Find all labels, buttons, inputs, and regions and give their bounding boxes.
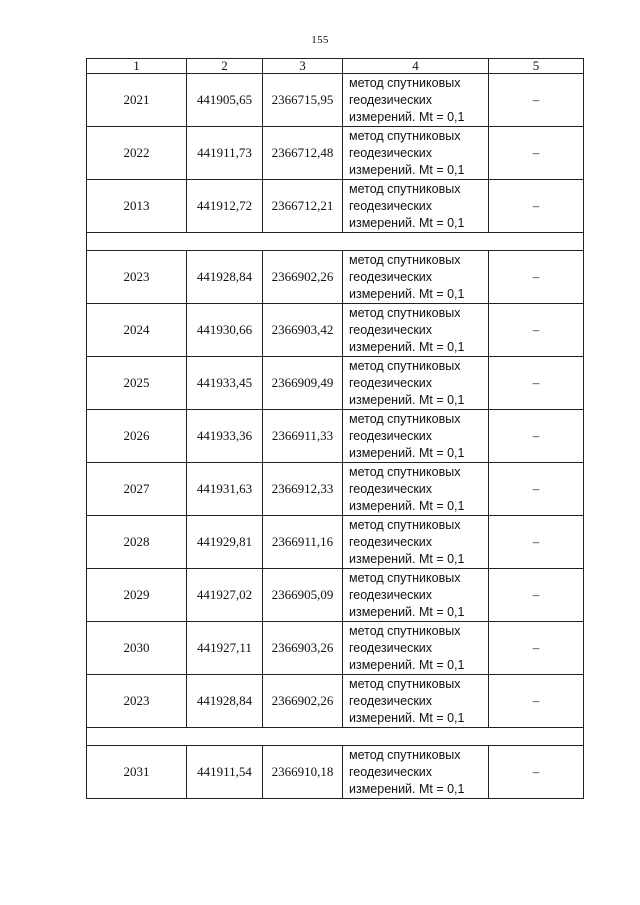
note-cell: – — [489, 410, 584, 463]
coordinates-table-container — [86, 58, 583, 799]
method-cell — [343, 463, 489, 516]
column-header: 2 — [187, 59, 263, 74]
note-cell: – — [489, 180, 584, 233]
note-cell: – — [489, 304, 584, 357]
point-number-cell: 2025 — [87, 357, 187, 410]
y-coordinate-cell: 2366905,09 — [263, 569, 343, 622]
method-line: измерений. Mt = 0,1 — [349, 710, 465, 725]
note-cell: – — [489, 569, 584, 622]
method-line: метод спутниковых — [349, 464, 461, 479]
method-line: геодезических — [349, 375, 433, 390]
method-line: геодезических — [349, 145, 433, 160]
column-header: 4 — [343, 59, 489, 74]
method-line: метод спутниковых — [349, 517, 461, 532]
method-line: геодезических — [349, 764, 433, 779]
x-coordinate-cell: 441911,73 — [187, 127, 263, 180]
method-line: геодезических — [349, 92, 433, 107]
x-coordinate-cell: 441930,66 — [187, 304, 263, 357]
separator-cell — [87, 728, 584, 746]
table-body — [87, 74, 584, 799]
table-row — [87, 74, 584, 127]
method-line: геодезических — [349, 587, 433, 602]
method-line: метод спутниковых — [349, 570, 461, 585]
point-number-cell: 2013 — [87, 180, 187, 233]
method-line: геодезических — [349, 322, 433, 337]
point-number-cell: 2023 — [87, 251, 187, 304]
page-number: 155 — [311, 34, 329, 46]
y-coordinate-cell: 2366712,48 — [263, 127, 343, 180]
y-coordinate-cell: 2366911,16 — [263, 516, 343, 569]
note-cell: – — [489, 74, 584, 127]
table-separator-row — [87, 233, 584, 251]
table-row — [87, 675, 584, 728]
method-line: метод спутниковых — [349, 75, 461, 90]
y-coordinate-cell: 2366909,49 — [263, 357, 343, 410]
note-cell: – — [489, 622, 584, 675]
method-line: измерений. Mt = 0,1 — [349, 109, 465, 124]
table-row — [87, 746, 584, 799]
method-cell — [343, 746, 489, 799]
method-line: геодезических — [349, 198, 433, 213]
point-number-cell: 2028 — [87, 516, 187, 569]
coordinates-table — [86, 58, 584, 799]
method-cell — [343, 180, 489, 233]
method-cell — [343, 622, 489, 675]
method-line: геодезических — [349, 534, 433, 549]
note-cell: – — [489, 251, 584, 304]
method-line: метод спутниковых — [349, 676, 461, 691]
point-number-cell: 2026 — [87, 410, 187, 463]
method-line: измерений. Mt = 0,1 — [349, 781, 465, 796]
y-coordinate-cell: 2366903,42 — [263, 304, 343, 357]
x-coordinate-cell: 441933,36 — [187, 410, 263, 463]
x-coordinate-cell: 441928,84 — [187, 251, 263, 304]
method-line: метод спутниковых — [349, 305, 461, 320]
y-coordinate-cell: 2366911,33 — [263, 410, 343, 463]
table-separator-row — [87, 728, 584, 746]
method-line: измерений. Mt = 0,1 — [349, 657, 465, 672]
method-cell — [343, 74, 489, 127]
method-line: измерений. Mt = 0,1 — [349, 445, 465, 460]
method-line: измерений. Mt = 0,1 — [349, 392, 465, 407]
y-coordinate-cell: 2366715,95 — [263, 74, 343, 127]
x-coordinate-cell: 441905,65 — [187, 74, 263, 127]
point-number-cell: 2029 — [87, 569, 187, 622]
x-coordinate-cell: 441931,63 — [187, 463, 263, 516]
method-line: измерений. Mt = 0,1 — [349, 604, 465, 619]
point-number-cell: 2022 — [87, 127, 187, 180]
method-line: метод спутниковых — [349, 747, 461, 762]
x-coordinate-cell: 441927,11 — [187, 622, 263, 675]
method-cell — [343, 357, 489, 410]
method-line: метод спутниковых — [349, 358, 461, 373]
point-number-cell: 2021 — [87, 74, 187, 127]
table-row — [87, 569, 584, 622]
note-cell: – — [489, 675, 584, 728]
point-number-cell: 2024 — [87, 304, 187, 357]
table-row — [87, 357, 584, 410]
method-cell — [343, 127, 489, 180]
note-cell: – — [489, 516, 584, 569]
x-coordinate-cell: 441929,81 — [187, 516, 263, 569]
table-row — [87, 463, 584, 516]
column-header: 3 — [263, 59, 343, 74]
table-row — [87, 251, 584, 304]
x-coordinate-cell: 441927,02 — [187, 569, 263, 622]
y-coordinate-cell: 2366910,18 — [263, 746, 343, 799]
method-line: измерений. Mt = 0,1 — [349, 551, 465, 566]
method-cell — [343, 410, 489, 463]
y-coordinate-cell: 2366903,26 — [263, 622, 343, 675]
method-line: метод спутниковых — [349, 411, 461, 426]
method-line: измерений. Mt = 0,1 — [349, 162, 465, 177]
method-cell — [343, 251, 489, 304]
y-coordinate-cell: 2366912,33 — [263, 463, 343, 516]
point-number-cell: 2023 — [87, 675, 187, 728]
method-cell — [343, 675, 489, 728]
y-coordinate-cell: 2366902,26 — [263, 251, 343, 304]
note-cell: – — [489, 357, 584, 410]
method-cell — [343, 516, 489, 569]
method-line: метод спутниковых — [349, 623, 461, 638]
table-row — [87, 180, 584, 233]
note-cell: – — [489, 463, 584, 516]
method-line: измерений. Mt = 0,1 — [349, 339, 465, 354]
table-row — [87, 516, 584, 569]
method-line: геодезических — [349, 693, 433, 708]
method-line: метод спутниковых — [349, 252, 461, 267]
point-number-cell: 2027 — [87, 463, 187, 516]
method-line: измерений. Mt = 0,1 — [349, 286, 465, 301]
method-line: геодезических — [349, 481, 433, 496]
x-coordinate-cell: 441928,84 — [187, 675, 263, 728]
table-row — [87, 304, 584, 357]
x-coordinate-cell: 441912,72 — [187, 180, 263, 233]
method-line: метод спутниковых — [349, 128, 461, 143]
separator-cell — [87, 233, 584, 251]
method-line: измерений. Mt = 0,1 — [349, 498, 465, 513]
table-row — [87, 410, 584, 463]
y-coordinate-cell: 2366902,26 — [263, 675, 343, 728]
method-line: геодезических — [349, 428, 433, 443]
column-header: 5 — [489, 59, 584, 74]
note-cell: – — [489, 746, 584, 799]
y-coordinate-cell: 2366712,21 — [263, 180, 343, 233]
method-line: геодезических — [349, 640, 433, 655]
x-coordinate-cell: 441933,45 — [187, 357, 263, 410]
table-row — [87, 127, 584, 180]
table-header-row — [87, 59, 584, 74]
point-number-cell: 2031 — [87, 746, 187, 799]
method-line: геодезических — [349, 269, 433, 284]
column-header: 1 — [87, 59, 187, 74]
method-line: метод спутниковых — [349, 181, 461, 196]
point-number-cell: 2030 — [87, 622, 187, 675]
x-coordinate-cell: 441911,54 — [187, 746, 263, 799]
method-line: измерений. Mt = 0,1 — [349, 215, 465, 230]
note-cell: – — [489, 127, 584, 180]
method-cell — [343, 304, 489, 357]
table-row — [87, 622, 584, 675]
method-cell — [343, 569, 489, 622]
